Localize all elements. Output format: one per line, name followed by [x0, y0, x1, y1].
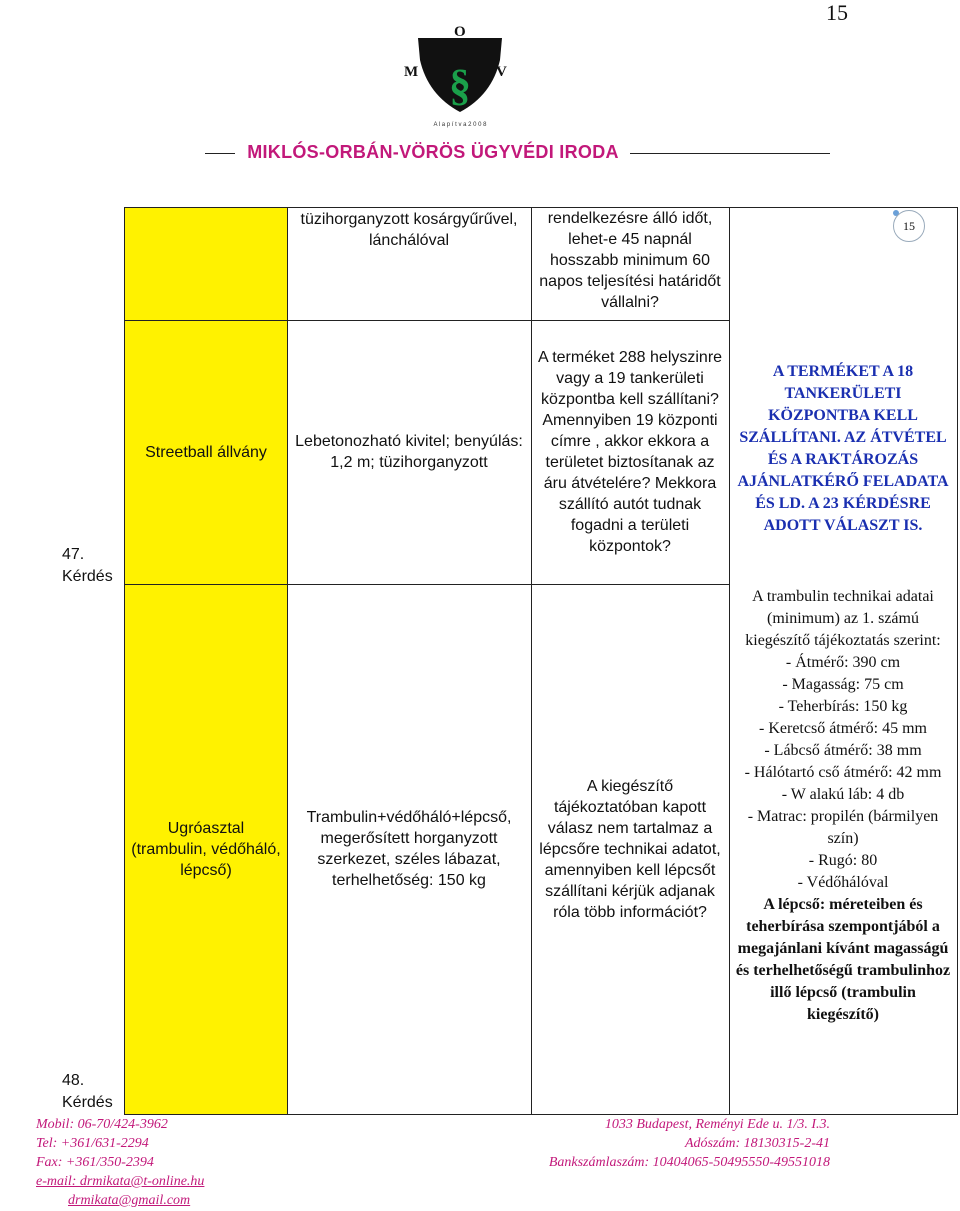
col-divider-2 — [531, 208, 532, 1114]
question-cell-top: rendelkezésre álló időt, lehet-e 45 napnál hosszabb minimum 60 napos teljesítési határidőt vállalni? — [539, 209, 721, 311]
answer-list-item: - Védőhálóval — [797, 874, 889, 891]
founded-label: A l a p í t v a 2 0 0 8 — [433, 122, 487, 128]
answer-list-item: - Keretcső átmérő: 45 mm — [759, 720, 927, 737]
footer-tel: Tel: +361/631-2294 — [36, 1136, 149, 1151]
answer-list-item: - Teherbírás: 150 kg — [778, 698, 908, 715]
col-divider-1 — [287, 208, 288, 1114]
footer-contact — [36, 1115, 336, 1210]
logo-letter-m: M — [404, 64, 419, 80]
qa-table — [124, 207, 958, 1115]
footer-address — [500, 1115, 830, 1172]
question-cell-47: A terméket 288 helyszinre vagy a 19 tankerületi központba kell szállítani? Amennyiben 19 központi címre , akkor ekkora a területet biztosítanak az áru átvételére? Mekkora szállító autót tudnak fogadni a területi központok? — [537, 349, 723, 555]
question-cell-48: A kiegészítő tájékoztatóban kapott válasz nem tartalmaz a lépcsőre technikai adatot, amennyiben kell lépcsőt szállítani kérjük adjanak róla több információt? — [539, 777, 721, 921]
firm-name: MIKLÓS-ORBÁN-VÖRÖS ÜGYVÉDI IRODA — [247, 142, 619, 162]
answer-cell-47: A TERMÉKET A 18 TANKERÜLETI KÖZPONTBA KELL SZÁLLÍTANI. AZ ÁTVÉTEL ÉS A RAKTÁROZÁS AJÁNLATKÉRŐ FELADATA ÉS LD. A 23 KÉRDÉSRE ADOTT VÁLASZT IS. — [737, 363, 949, 534]
footer-mobile: Mobil: 06-70/424-3962 — [36, 1117, 168, 1132]
footer-tax-id: Adószám: 18130315-2-41 — [684, 1136, 830, 1151]
answer-list-item: - Lábcső átmérő: 38 mm — [764, 742, 922, 759]
page-number: 15 — [826, 0, 848, 25]
item-cell-47: Streetball állvány — [145, 443, 267, 461]
answer-cell-48 — [735, 586, 951, 1026]
section-symbol: § — [449, 61, 471, 110]
answer-list-item: - Matrac: propilén (bármilyen szín) — [747, 808, 939, 847]
answer-list-item: - Rugó: 80 — [808, 852, 878, 869]
answer-list-item: - W alakú láb: 4 db — [781, 786, 905, 803]
footer-address-line: 1033 Budapest, Reményi Ede u. 1/3. I.3. — [604, 1117, 830, 1132]
footer-bank: Bankszámlaszám: 10404065-50495550-49551018 — [548, 1155, 830, 1170]
spec-cell-48: Trambulin+védőháló+lépcső, megerősített horganyzott szerkezet, széles lábazat, terhelhetőség: 150 kg — [306, 809, 512, 889]
answer-list-item: - Átmérő: 390 cm — [785, 654, 901, 671]
item-cell-48: Ugróasztal (trambulin, védőháló, lépcső) — [131, 819, 281, 879]
logo-letter-v: V — [496, 64, 507, 80]
footer-fax: Fax: +361/350-2394 — [36, 1155, 154, 1170]
title-rule-right — [630, 153, 830, 154]
answer-list-item: - Magasság: 75 cm — [782, 676, 904, 693]
answer-list-item: - Hálótartó cső átmérő: 42 mm — [744, 764, 942, 781]
footer-email-1[interactable]: e-mail: drmikata@t-online.hu — [36, 1174, 205, 1189]
question-48-label: 48. Kérdés — [62, 1072, 113, 1111]
page-stamp: 15 — [893, 210, 925, 242]
logo-letter-o: O — [454, 24, 466, 40]
answer-bold: A lépcső: méreteiben és teherbírása szempontjából a megajánlani kívánt magasságú és terhelhetőségű trambulinhoz illő lépcső (trambulin kiegészítő) — [735, 896, 951, 1023]
firm-logo — [400, 20, 520, 130]
spec-cell-47: Lebetonozható kivitel; benyúlás: 1,2 m; tüzihorganyzott — [295, 433, 523, 471]
answer-intro: A trambulin technikai adatai (minimum) az 1. számú kiegészítő tájékoztatás szerint: — [745, 588, 941, 649]
answer-list — [735, 652, 951, 894]
footer-email-2[interactable]: drmikata@gmail.com — [68, 1193, 191, 1208]
col-divider-3 — [729, 208, 730, 1114]
spec-cell-top: tüzihorganyzott kosárgyűrűvel, lánchálóval — [300, 211, 518, 249]
question-47-label: 47. Kérdés — [62, 546, 113, 585]
